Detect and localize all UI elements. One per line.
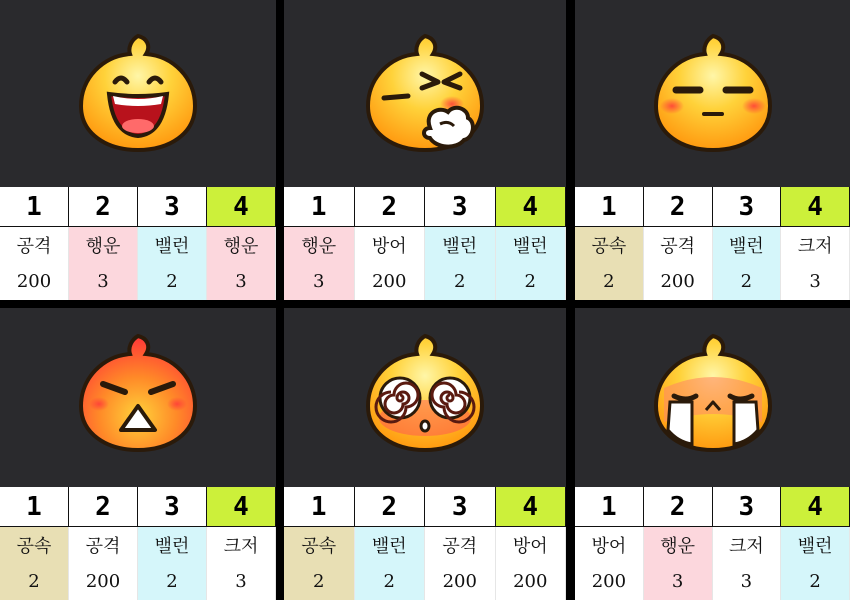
slot-number-4: 4 (207, 187, 276, 227)
card-5-art (284, 308, 566, 487)
stat-label: 공격 (69, 527, 138, 563)
stat-label: 밸런 (355, 527, 426, 563)
stat-value: 200 (425, 563, 496, 600)
stat-value: 2 (355, 563, 426, 600)
card-4-art (0, 308, 276, 487)
stat-value: 2 (425, 263, 496, 300)
card-2-stats-table (284, 187, 566, 300)
stat-value: 3 (207, 563, 276, 600)
card-2-art (284, 0, 566, 187)
slot-number-4: 4 (781, 487, 850, 527)
stat-label: 방어 (575, 527, 644, 563)
card-5 (284, 308, 566, 600)
card-3-stats-table (575, 187, 850, 300)
stat-label: 밸런 (496, 227, 567, 263)
card-5-stats-table (284, 487, 566, 600)
stat-value: 200 (575, 563, 644, 600)
stat-value: 2 (496, 263, 567, 300)
slot-number-3: 3 (138, 487, 207, 527)
stat-value: 2 (713, 263, 782, 300)
stat-label: 행운 (284, 227, 355, 263)
stat-label: 크저 (207, 527, 276, 563)
stat-label: 행운 (207, 227, 276, 263)
slot-number-1: 1 (575, 187, 644, 227)
stat-value: 2 (284, 563, 355, 600)
crying-face-icon (648, 326, 778, 456)
stat-label: 크저 (781, 227, 850, 263)
stat-label: 밸런 (138, 527, 207, 563)
slot-number-1: 1 (284, 187, 355, 227)
slot-number-3: 3 (425, 487, 496, 527)
stat-value: 3 (644, 563, 713, 600)
dizzy-face-icon (360, 326, 490, 456)
stat-label: 공격 (0, 227, 69, 263)
slot-number-4: 4 (781, 187, 850, 227)
stat-value: 2 (575, 263, 644, 300)
slot-number-2: 2 (644, 487, 713, 527)
card-3 (575, 0, 850, 300)
slot-number-4: 4 (496, 187, 567, 227)
stat-label: 행운 (644, 527, 713, 563)
stat-label: 밸런 (138, 227, 207, 263)
stat-label: 밸런 (713, 227, 782, 263)
slot-number-2: 2 (69, 187, 138, 227)
slot-number-4: 4 (207, 487, 276, 527)
stat-value: 3 (713, 563, 782, 600)
slot-number-1: 1 (575, 487, 644, 527)
stat-label: 공속 (575, 227, 644, 263)
slot-number-3: 3 (713, 187, 782, 227)
slot-number-4: 4 (496, 487, 567, 527)
slot-number-3: 3 (425, 187, 496, 227)
stat-value: 200 (0, 263, 69, 300)
card-6-art (575, 308, 850, 487)
slot-number-1: 1 (284, 487, 355, 527)
slot-number-3: 3 (138, 187, 207, 227)
card-1 (0, 0, 276, 300)
stat-label: 크저 (713, 527, 782, 563)
stat-label: 방어 (496, 527, 567, 563)
stat-label: 밸런 (425, 227, 496, 263)
stat-label: 방어 (355, 227, 426, 263)
stat-value: 2 (0, 563, 69, 600)
stat-value: 2 (138, 263, 207, 300)
stat-label: 공속 (0, 527, 69, 563)
slot-number-2: 2 (355, 187, 426, 227)
neutral-face-icon (648, 26, 778, 156)
stat-value: 3 (207, 263, 276, 300)
slot-number-2: 2 (69, 487, 138, 527)
stat-label: 공속 (284, 527, 355, 563)
stat-value: 200 (644, 263, 713, 300)
stat-value: 2 (781, 563, 850, 600)
card-6-stats-table (575, 487, 850, 600)
card-4-stats-table (0, 487, 276, 600)
card-3-art (575, 0, 850, 187)
stat-label: 공격 (425, 527, 496, 563)
stat-value: 3 (284, 263, 355, 300)
slot-number-2: 2 (644, 187, 713, 227)
stat-value: 200 (69, 563, 138, 600)
slot-number-2: 2 (355, 487, 426, 527)
angry-face-icon (73, 326, 203, 456)
coughing-face-icon (360, 26, 490, 156)
stat-label: 밸런 (781, 527, 850, 563)
slot-number-1: 1 (0, 187, 69, 227)
stat-value: 200 (355, 263, 426, 300)
stat-value: 200 (496, 563, 567, 600)
stat-value: 2 (138, 563, 207, 600)
card-1-stats-table (0, 187, 276, 300)
slot-number-1: 1 (0, 487, 69, 527)
card-1-art (0, 0, 276, 187)
stat-value: 3 (781, 263, 850, 300)
slot-number-3: 3 (713, 487, 782, 527)
laughing-face-icon (73, 26, 203, 156)
stat-value: 3 (69, 263, 138, 300)
card-6 (575, 308, 850, 600)
card-4 (0, 308, 276, 600)
stat-label: 공격 (644, 227, 713, 263)
stat-label: 행운 (69, 227, 138, 263)
card-2 (284, 0, 566, 300)
